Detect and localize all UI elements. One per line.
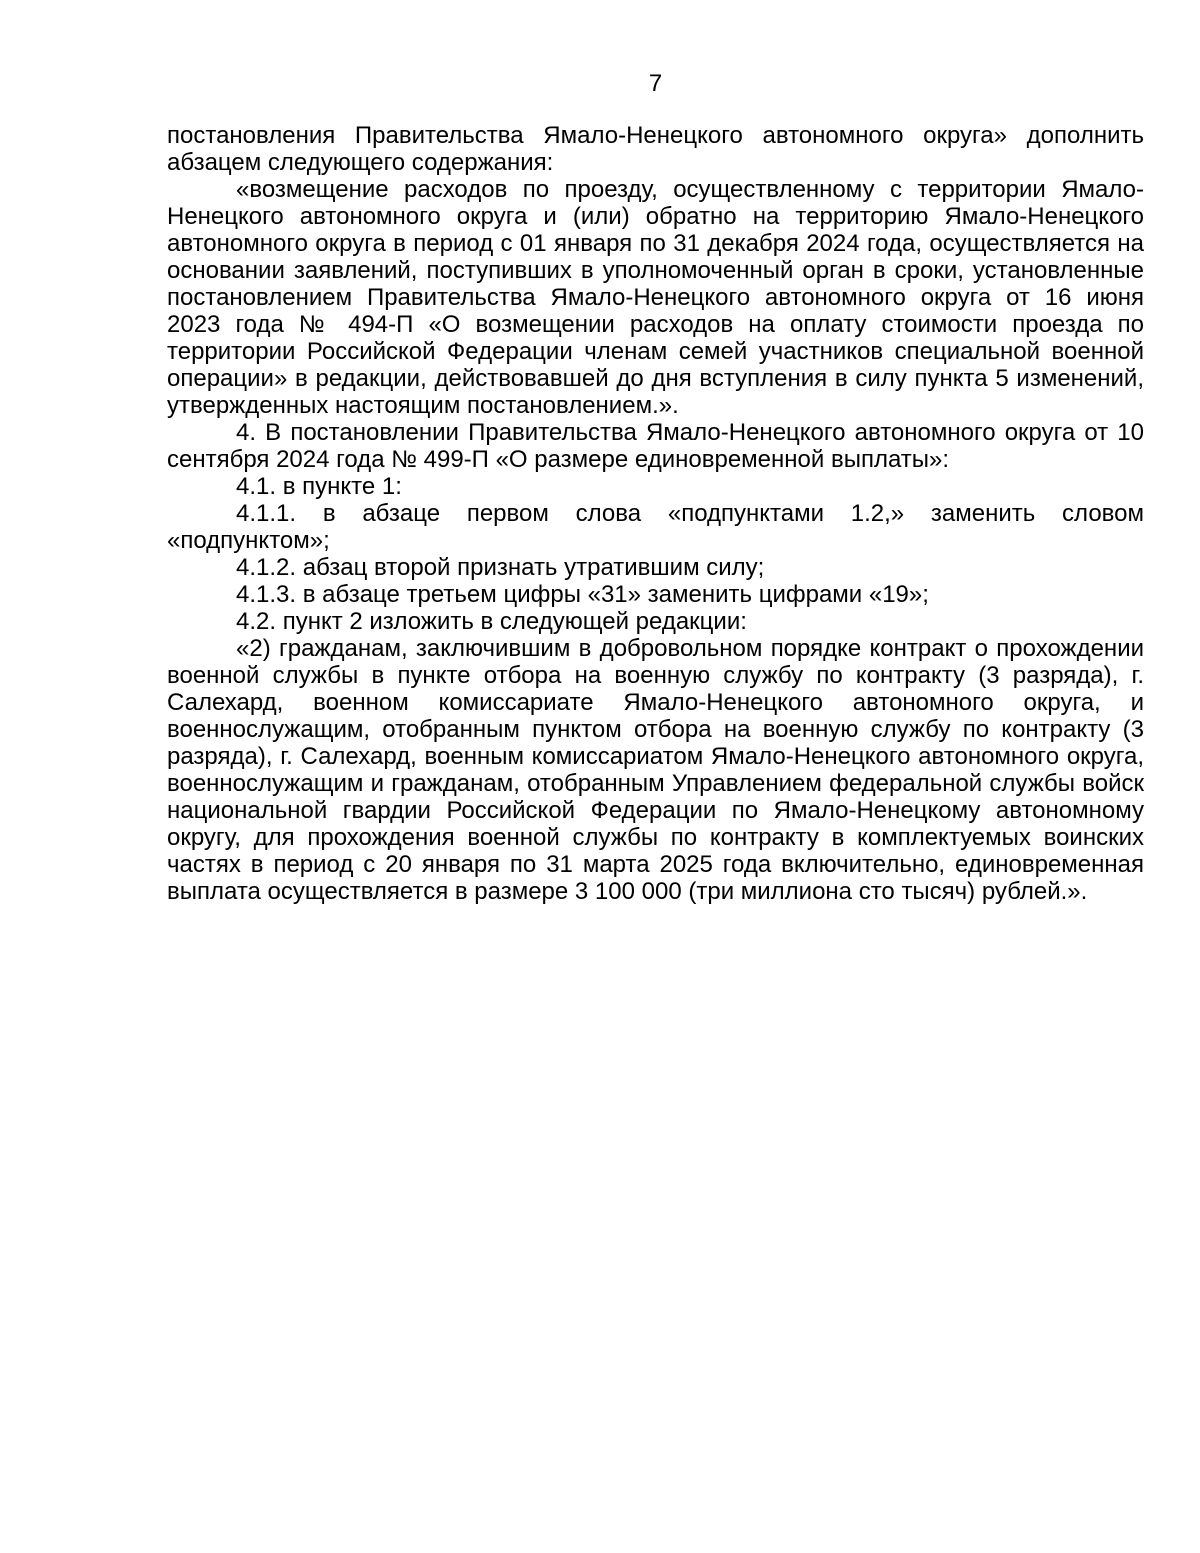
page-number: 7: [648, 70, 663, 97]
paragraph-2: «возмещение расходов по проезду, осуществленному с территории Ямало-Ненецкого автономного округа и (или) обратно на территорию Ямало-Ненецкого автономного округа в период с 01 января по 31 декабря 2024 года, осуществляется на основании заявлений, поступивших в уполномоченный орган в сроки, установленные постановлением Правительства Ямало-Ненецкого автономного округа от 16 июня 2023 года № 494-П «О возмещении расходов на оплату стоимости проезда по территории Российской Федерации членам семей участников специальной военной операции» в редакции, действовавшей до дня вступления в силу пункта 5 изменений, утвержденных настоящим постановлением.».: [167, 176, 1144, 419]
paragraph-5: 4.1.1. в абзаце первом слова «подпунктами 1.2,» заменить словом «подпунктом»;: [167, 500, 1144, 554]
paragraph-1: постановления Правительства Ямало-Ненецкого автономного округа» дополнить абзацем следующего содержания:: [167, 122, 1144, 176]
paragraph-7: 4.1.3. в абзаце третьем цифры «31» заменить цифрами «19»;: [236, 581, 929, 608]
paragraph-6: 4.1.2. абзац второй признать утратившим силу;: [236, 554, 765, 581]
paragraph-3: 4. В постановлении Правительства Ямало-Ненецкого автономного округа от 10 сентября 2024 года № 499-П «О размере единовременной выплаты»:: [167, 419, 1144, 473]
paragraph-4: 4.1. в пункте 1:: [236, 473, 402, 500]
paragraph-8: 4.2. пункт 2 изложить в следующей редакции:: [236, 608, 747, 635]
document-body: [167, 122, 1144, 905]
paragraph-9: «2) гражданам, заключившим в добровольном порядке контракт о прохождении военной службы в пункте отбора на военную службу по контракту (3 разряда), г. Салехард, военном комиссариате Ямало-Ненецкого автономного округа, и военнослужащим, отобранным пунктом отбора на военную службу по контракту (3 разряда), г. Салехард, военным комиссариатом Ямало-Ненецкого автономного округа, военнослужащим и гражданам, отобранным Управлением федеральной службы войск национальной гвардии Российской Федерации по Ямало-Ненецкому автономному округу, для прохождения военной службы по контракту в комплектуемых воинских частях в период с 20 января по 31 марта 2025 года включительно, единовременная выплата осуществляется в размере 3 100 000 (три миллиона сто тысяч) рублей.».: [167, 635, 1144, 905]
